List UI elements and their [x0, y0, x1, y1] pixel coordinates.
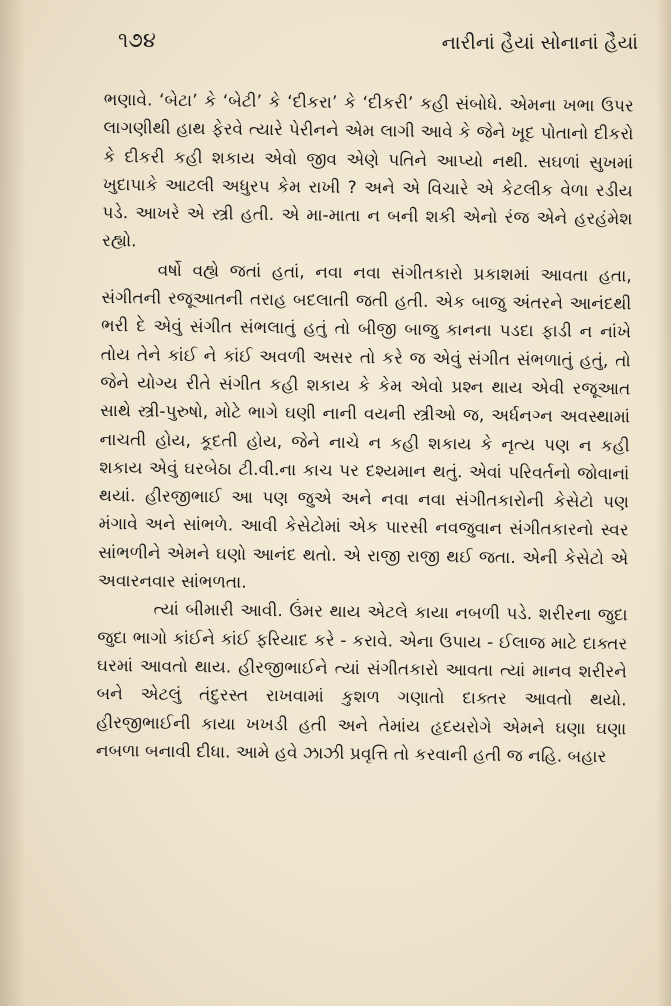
page-number: ૧૭૪: [118, 28, 156, 52]
running-head: નારીનાં હૈયાં સોનાનાં હૈયાં: [441, 32, 638, 54]
body-text: [96, 86, 634, 772]
paragraph-2: વર્ષો વહ્યે જતાં હતાં, નવા નવા સંગીતકારો પ્રકાશમાં આવતા હતા, સંગીતની રજૂઆતની તરાહ બદલાતી જતી હતી. એક બાજુ અંતરને આનંદથી ભરી દે એવું સંગીત સંભલાતું હતું તો બીજી બાજુ કાનના પડદા ફાડી ન નાંખે તોય તેને કાંઈ ને કાંઈ અવળી અસર તો કરે જ એવું સંગીત સંભળાતું હતું, તો જેને યોગ્ય રીતે સંગીત કહી શકાય કે કેમ એવો પ્રશ્ન થાય એવી રજૂઆત સાથે સ્ત્રી-પુરુષો, મોટે ભાગે ઘણી નાની વયની સ્ત્રીઓ જ, અર્ધનગ્ન અવસ્થામાં નાચતી હોય, કૂદતી હોય, જેને નાચે ન કહી શકાય કે નૃત્ય પણ ન કહી શકાય એવું ઘરબેઠા ટી.વી.ના કાચ પર દશ્યમાન થતું. એવાં પરિવર્તનો જોવાનાં થયાં. હીરજીભાઈ આ પણ જુએ અને નવા નવા સંગીતકારોની કેસેટો પણ મંગાવે અને સાંભળે. આવી કેસેટોમાં એક પારસી નવજુવાન સંગીતકારનો સ્વર સાંભળીને એમને ઘણો આનંદ થતો. એ રાજી રાજી થઈ જતા. એની કેસેટો એ અવારનવાર સાંભળતા.: [97, 260, 632, 593]
paragraph-3: ત્યાં બીમારી આવી. ઉંમર થાય એટલે કાયા નબળી પડે. શરીરના જુદા જુદા ભાગો કાંઈને કાંઈ ફરિયાદ કરે - કરાવે. એના ઉપાય - ઈલાજ માટે દાક્તર ઘરમાં આવતો થાય. હીરજીભાઈને ત્યાં સંગીતકારો આવતા ત્યાં માનવ શરીરને બને એટલું તંદુરસ્ત રાખવામાં કુશળ ગણાતો દાક્તર આવતો થયો. હીરજીભાઈની કાયા ખખડી હતી અને તેમાંય હૃદયરોગે એમને ઘણા ઘણા નબળા બનાવી દીધા. આમે હવે ઝાઝી પ્રવૃત્તિ તો કરવાની હતી જ નહિ. બહાર: [95, 599, 628, 768]
page-header: [118, 28, 638, 68]
paragraph-1: ભણાવે. ‘બેટા’ કે ‘બેટી’ કે ‘દીકરા’ કે ‘દીકરી’ કહી સંબોધે. એમના ખભા ઉપર લાગણીથી હાથ ફેરવે ત્યારે પેરીનને એમ લાગી આવે કે જેને ખૂદ પોતાનો દીકરો કે દીકરી કહી શકાય એવો જીવ એણે પતિને આપ્યો નથી. સઘળાં સુખમાં ખુદાપાકે આટલી અધુરપ કેમ રાખી ? અને એ વિચારે એ કેટલીક વેળા રડીય પડે. આખરે એ સ્ત્રી હતી. એ મા-માતા ન બની શકી એનો રંજ એને હરહંમેશ રહ્યો.: [101, 89, 634, 252]
page-edge: [657, 0, 671, 1006]
gutter-shadow: [0, 0, 26, 1006]
